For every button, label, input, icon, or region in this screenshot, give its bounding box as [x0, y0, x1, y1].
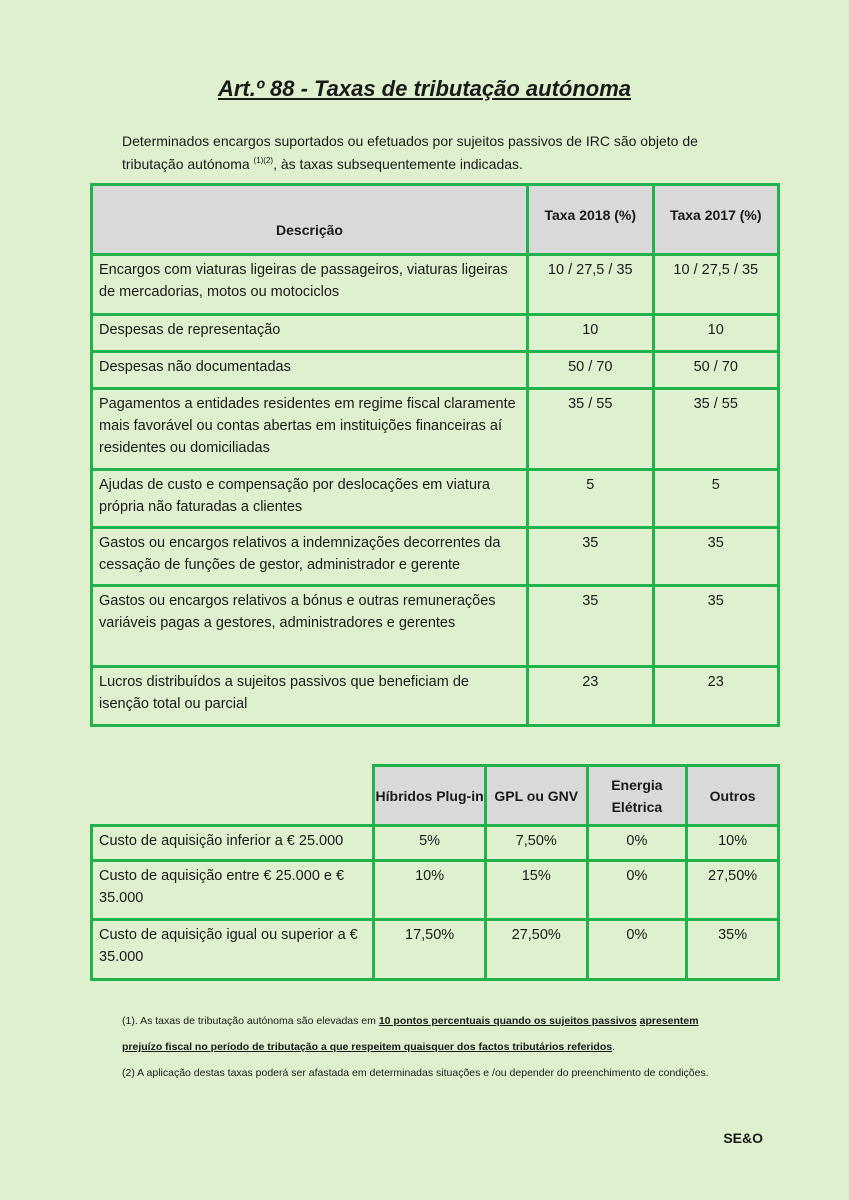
row-rate-2017: 23: [653, 667, 779, 726]
table-header-row: [92, 185, 779, 255]
table-row: [92, 920, 779, 980]
row-description: Encargos com viaturas ligeiras de passageiros, viaturas ligeiras de mercadorias, motos ou motociclos: [92, 255, 528, 315]
row-rate-gpl: 15%: [485, 861, 587, 920]
row-description: Gastos ou encargos relativos a indemnizações decorrentes da cessação de funções de gestor, administrador e gerente: [92, 528, 528, 586]
row-rate-outros: 10%: [687, 826, 779, 861]
footnotes: [122, 1008, 732, 1086]
row-rate-2017: 35: [653, 586, 779, 667]
footnote-1-emphasis: prejuízo fiscal no período de tributação a que respeitem quaisquer dos factos tributários referidos: [122, 1041, 613, 1053]
row-rate-eletrica: 0%: [587, 826, 687, 861]
row-description: Despesas de representação: [92, 315, 528, 352]
row-rate-2018: 35: [528, 528, 653, 586]
table-row: [92, 255, 779, 315]
header-hibridos: Híbridos Plug-in: [374, 766, 486, 826]
row-rate-2017: 35 / 55: [653, 389, 779, 470]
footnote-1-emphasis: apresentem: [639, 1015, 699, 1027]
row-rate-eletrica: 0%: [587, 920, 687, 980]
vehicle-rates-table: [90, 764, 780, 981]
row-rate-2018: 23: [528, 667, 653, 726]
table-row: [92, 315, 779, 352]
table-row: [92, 470, 779, 528]
table-row: [92, 528, 779, 586]
header-outros: Outros: [687, 766, 779, 826]
row-rate-2018: 35 / 55: [528, 389, 653, 470]
row-rate-outros: 27,50%: [687, 861, 779, 920]
row-rate-hibridos: 17,50%: [374, 920, 486, 980]
row-rate-gpl: 27,50%: [485, 920, 587, 980]
row-rate-2017: 50 / 70: [653, 352, 779, 389]
row-description: Custo de aquisição inferior a € 25.000: [92, 826, 374, 861]
header-blank-cell: [92, 766, 374, 826]
header-gpl-gnv: GPL ou GNV: [485, 766, 587, 826]
row-description: Ajudas de custo e compensação por deslocações em viatura própria não faturadas a clientes: [92, 470, 528, 528]
row-rate-2018: 35: [528, 586, 653, 667]
page-title: Art.º 88 - Taxas de tributação autónoma: [217, 76, 632, 101]
footnote-1: [122, 1008, 732, 1060]
intro-text-start: Determinados encargos suportados ou efetuados por sujeitos passivos de IRC são objeto de tributação autónoma: [122, 133, 698, 172]
row-rate-2017: 10 / 27,5 / 35: [653, 255, 779, 315]
row-description: Custo de aquisição igual ou superior a € 35.000: [92, 920, 374, 980]
footnote-1-text: (1). As taxas de tributação autónoma são elevadas em: [122, 1015, 376, 1027]
table-row: [92, 389, 779, 470]
row-description: Pagamentos a entidades residentes em regime fiscal claramente mais favorável ou contas abertas em instituições financeiras aí residentes ou domiciliadas: [92, 389, 528, 470]
table-row: [92, 352, 779, 389]
row-rate-hibridos: 5%: [374, 826, 486, 861]
row-rate-2018: 10 / 27,5 / 35: [528, 255, 653, 315]
row-rate-eletrica: 0%: [587, 861, 687, 920]
header-descricao: Descrição: [92, 185, 528, 255]
row-rate-hibridos: 10%: [374, 861, 486, 920]
row-rate-2018: 5: [528, 470, 653, 528]
row-rate-2018: 10: [528, 315, 653, 352]
row-rate-2017: 10: [653, 315, 779, 352]
row-rate-outros: 35%: [687, 920, 779, 980]
footer-brand: SE&O: [723, 1130, 763, 1146]
table-row: [92, 667, 779, 726]
header-taxa-2017: Taxa 2017 (%): [653, 185, 779, 255]
header-energia-eletrica: Energia Elétrica: [587, 766, 687, 826]
row-description: Lucros distribuídos a sujeitos passivos que beneficiam de isenção total ou parcial: [92, 667, 528, 726]
table-row: [92, 861, 779, 920]
table-row: [92, 586, 779, 667]
tax-rates-table: [90, 183, 780, 727]
intro-text-end: , às taxas subsequentemente indicadas.: [273, 156, 523, 172]
row-rate-gpl: 7,50%: [485, 826, 587, 861]
footnote-1-end: .: [612, 1041, 616, 1053]
table-header-row: [92, 766, 779, 826]
row-rate-2017: 35: [653, 528, 779, 586]
row-description: Gastos ou encargos relativos a bónus e outras remunerações variáveis pagas a gestores, administradores e gerentes: [92, 586, 528, 667]
row-description: Custo de aquisição entre € 25.000 e € 35.000: [92, 861, 374, 920]
row-rate-2017: 5: [653, 470, 779, 528]
header-taxa-2018: Taxa 2018 (%): [528, 185, 653, 255]
row-description: Despesas não documentadas: [92, 352, 528, 389]
footnote-1-emphasis: 10 pontos percentuais quando os sujeitos passivos: [378, 1015, 637, 1027]
intro-footnote-ref: (1)(2): [253, 156, 274, 165]
intro-paragraph: [122, 131, 742, 174]
table-row: [92, 826, 779, 861]
row-rate-2018: 50 / 70: [528, 352, 653, 389]
footnote-2: (2) A aplicação destas taxas poderá ser afastada em determinadas situações e /ou depender do preenchimento de condições.: [122, 1067, 709, 1079]
